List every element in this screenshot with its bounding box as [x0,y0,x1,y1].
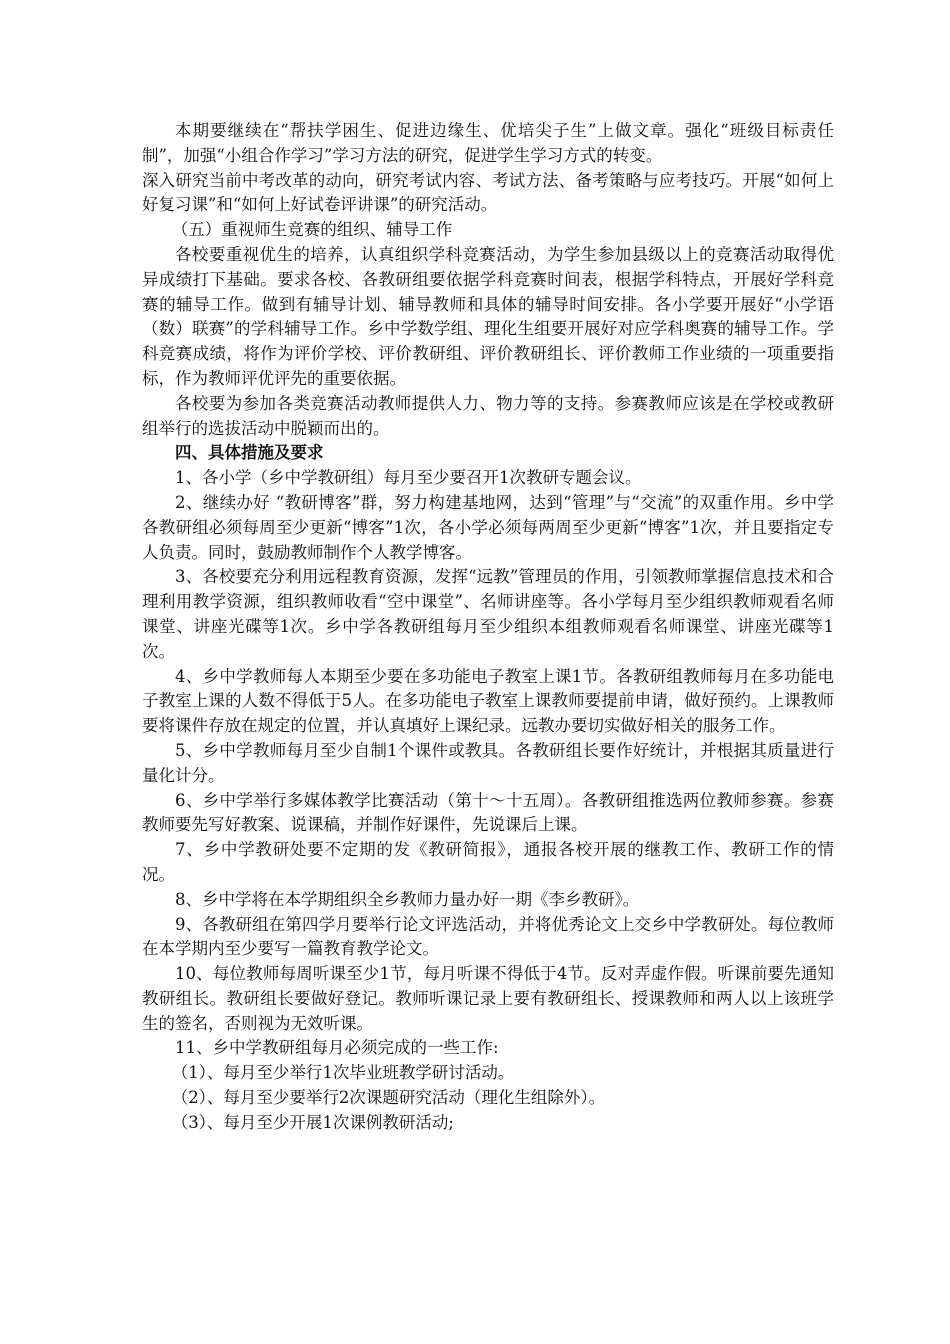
paragraph-competition-support: 各校要为参加各类竞赛活动教师提供人力、物力等的支持。参赛教师应该是在学校或教研组举行的选拔活动中脱颖而出的。 [142,393,834,438]
list-item-1: 1、各小学（乡中学教研组）每月至少要召开1次教研专题会议。 [175,468,642,488]
list-item-3: 3、各校要充分利用远程教育资源，发挥“远教”管理员的作用，引领教师掌握信息技术和合理利用教学资源，组织教师收看“空中课堂”、名师讲座等。各小学每月至少组织教师观看名师课堂、讲座光碟等1次。乡中学各教研组每月至少组织本组教师观看名师课堂、讲座光碟等1次。 [142,567,834,661]
sub-item-3: （3）、每月至少开展1次课例教研活动; [171,1112,454,1132]
list-item-8: 8、乡中学将在本学期组织全乡教师力量办好一期《李乡教研》。 [175,889,640,909]
section-heading-competition: （五）重视师生竞赛的组织、辅导工作 [171,220,453,240]
list-item-11: 11、乡中学教研组每月必须完成的一些工作: [175,1038,499,1058]
document-page [142,119,834,1136]
section-heading-measures: 四、具体措施及要求 [175,443,324,463]
list-item-10: 10、每位教师每周听课至少1节，每月听课不得低于4节。反对弄虚作假。听课前要先通知教研组长。教研组长要做好登记。教师听课记录上要有教研组长、授课教师和两人以上该班学生的签名，否则视为无效听课。 [142,964,834,1033]
list-item-2: 2、继续办好 “教研博客”群，努力构建基地网，达到“管理”与“交流”的双重作用。乡中学各教研组必须每周至少更新“博客”1次，各小学必须每两周至少更新“博客”1次，并且要指定专人负责。同时，鼓励教师制作个人教学博客。 [142,492,834,562]
list-item-5: 5、乡中学教师每月至少自制1个课件或教具。各教研组长要作好统计，并根据其质量进行量化计分。 [142,740,834,785]
paragraph-study-focus: 本期要继续在“帮扶学困生、促进边缘生、优培尖子生”上做文章。强化“班级目标责任制”，加强“小组合作学习”学习方法的研究，促进学生学习方式的转变。 [142,121,834,165]
list-item-4: 4、乡中学教师每人本期至少要在多功能电子教室上课1节。各教研组教师每月在多功能电子教室上课的人数不得低于5人。在多功能电子教室上课教师要提前申请，做好预约。上课教师要将课件存放在规定的位置，并认真填好上课纪录。远教办要切实做好相关的服务工作。 [142,666,834,736]
paragraph-exam-research: 深入研究当前中考改革的动向，研究考试内容、考试方法、备考策略与应考技巧。开展“如何上好复习课”和“如何上好试卷评讲课”的研究活动。 [142,170,834,215]
list-item-6: 6、乡中学举行多媒体教学比赛活动（第十～十五周）。各教研组推选两位教师参赛。参赛教师要先写好教案、说课稿，并制作好课件，先说课后上课。 [142,790,834,835]
sub-item-2: （2）、每月至少要举行2次课题研究活动（理化生组除外）。 [171,1088,606,1108]
list-item-9: 9、各教研组在第四学月要举行论文评选活动，并将优秀论文上交乡中学教研处。每位教师在本学期内至少要写一篇教育教学论文。 [142,914,834,959]
list-item-7: 7、乡中学教研处要不定期的发《教研简报》，通报各校开展的继教工作、教研工作的情况。 [142,840,834,884]
sub-item-1: （1）、每月至少举行1次毕业班教学研讨活动。 [171,1063,515,1083]
paragraph-competition-training: 各校要重视优生的培养，认真组织学科竞赛活动，为学生参加县级以上的竞赛活动取得优异成绩打下基础。要求各校、各教研组要依据学科竞赛时间表，根据学科特点，开展好学科竞赛的辅导工作。做到有辅导计划、辅导教师和具体的辅导时间安排。各小学要开展好“小学语（数）联赛”的学科辅导工作。乡中学数学组、理化生组要开展好对应学科奥赛的辅导工作。学科竞赛成绩，将作为评价学校、评价教研组、评价教研组长、评价教师工作业绩的一项重要指标，作为教师评优评先的重要依据。 [142,244,834,388]
